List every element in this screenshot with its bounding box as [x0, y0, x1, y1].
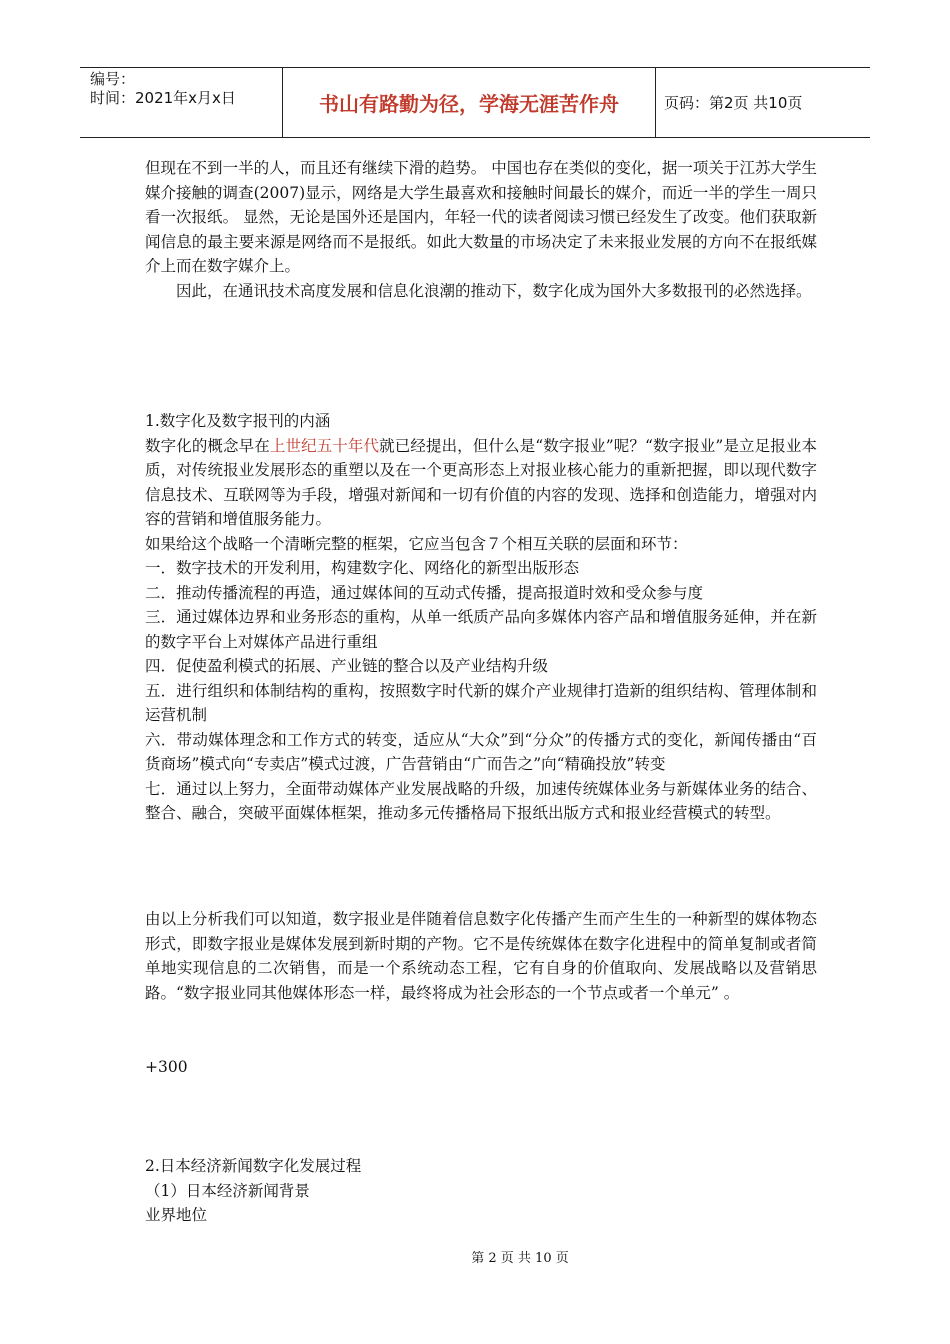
framework-item-3: 三．通过媒体边界和业务形态的重构，从单一纸质产品向多媒体内容产品和增值服务延伸，并在新的数字平台上对媒体产品进行重组: [145, 608, 817, 651]
definition-text-start: 数字化的概念早在: [145, 436, 270, 455]
section-1-heading: 1.数字化及数字报刊的内涵: [145, 412, 331, 430]
header-motto: 书山有路勤为径，学海无涯苦作舟: [282, 68, 656, 137]
section-1: [145, 409, 817, 826]
intro-paragraph-1: 但现在不到一半的人，而且还有继续下滑的趋势。 中国也存在类似的变化，据一项关于江苏大学生媒介接触的调查(2007)显示，网络是大学生最喜欢和接触时间最长的媒介，而近一半的学生一周只看一次报纸。 显然，无论是国外还是国内，年轻一代的读者阅读习惯已经发生了改变。他们获取新闻信息的最主要来源是网络而不是报纸。如此大数量的市场决定了未来报业发展的方向不在报纸媒介上而在数字媒介上。: [145, 159, 817, 275]
definition-paragraph: [145, 434, 817, 532]
framework-item-2: 二．推动传播流程的再造，通过媒体间的互动式传播，提高报道时效和受众参与度: [145, 583, 704, 602]
section-2-subheading: （1）日本经济新闻背景: [145, 1181, 310, 1200]
framework-item-1: 一．数字技术的开发利用，构建数字化、网络化的新型出版形态: [145, 559, 580, 577]
intro-paragraph-2: 因此，在通讯技术高度发展和信息化浪潮的推动下，数字化成为国外大多数报刊的必然选择。: [176, 281, 812, 300]
section-2-heading: 2.日本经济新闻数字化发展过程: [145, 1157, 362, 1175]
intro-block: [145, 156, 817, 303]
page-header: [80, 67, 870, 138]
section-2-topic: 业界地位: [145, 1206, 208, 1224]
document-date-label: 时间：2021年x月x日: [90, 89, 236, 107]
framework-intro: 如果给这个战略一个清晰完整的框架，它应当包含７个相互关联的层面和环节：: [145, 534, 688, 553]
framework-item-5: 五．进行组织和体制结构的重构，按照数字时代新的媒介产业规律打造新的组织结构、管理体制和运营机制: [145, 681, 817, 724]
plus-note: [145, 1055, 817, 1080]
definition-text-end: 就已经提出，但什么是“数字报业”呢？“数字报业”是立足报业本质，对传统报业发展形态的重塑以及在一个更高形态上对报业核心能力的重新把握，即以现代数字信息技术、互联网等为手段，增强对新闻和一切有价值的内容的发现、选择和创造能力，增强对内容的营销和增值服务能力。: [145, 436, 817, 528]
summary-paragraph: 由以上分析我们可以知道，数字报业是伴随着信息数字化传播产生而产生生的一种新型的媒体物态形式，即数字报业是媒体发展到新时期的产物。它不是传统媒体在数字化进程中的简单复制或者简单地实现信息的二次销售，而是一个系统动态工程，它有自身的价值取向、发展战略以及营销思路。“数字报业同其他媒体形态一样，最终将成为社会形态的一个节点或者一个单元” 。: [145, 910, 817, 1002]
document-number-label: 编号：: [90, 70, 136, 88]
summary-block: [145, 907, 817, 1005]
framework-item-7: 七．通过以上努力，全面带动媒体产业发展战略的升级，加速传统媒体业务与新媒体业务的结合、整合、融合，突破平面媒体框架，推动多元传播格局下报纸出版方式和报业经营模式的转型。: [145, 779, 817, 822]
section-2: [145, 1154, 817, 1228]
framework-item-4: 四．促使盈利模式的拓展、产业链的整合以及产业结构升级: [145, 657, 549, 675]
framework-item-6: 六．带动媒体理念和工作方式的转变，适应从“大众”到“分众”的传播方式的变化，新闻传播由“百货商场”模式向“专卖店”模式过渡，广告营销由“广而告之”向“精确投放”转变: [145, 730, 817, 773]
header-page-label: 页码：第2页 共10页: [664, 94, 803, 112]
plus-note-text: +300: [145, 1058, 188, 1076]
page-footer: 第 2 页 共 10 页: [471, 1251, 569, 1266]
header-meta: [80, 68, 282, 137]
definition-highlight: 上世纪五十年代: [269, 436, 380, 455]
